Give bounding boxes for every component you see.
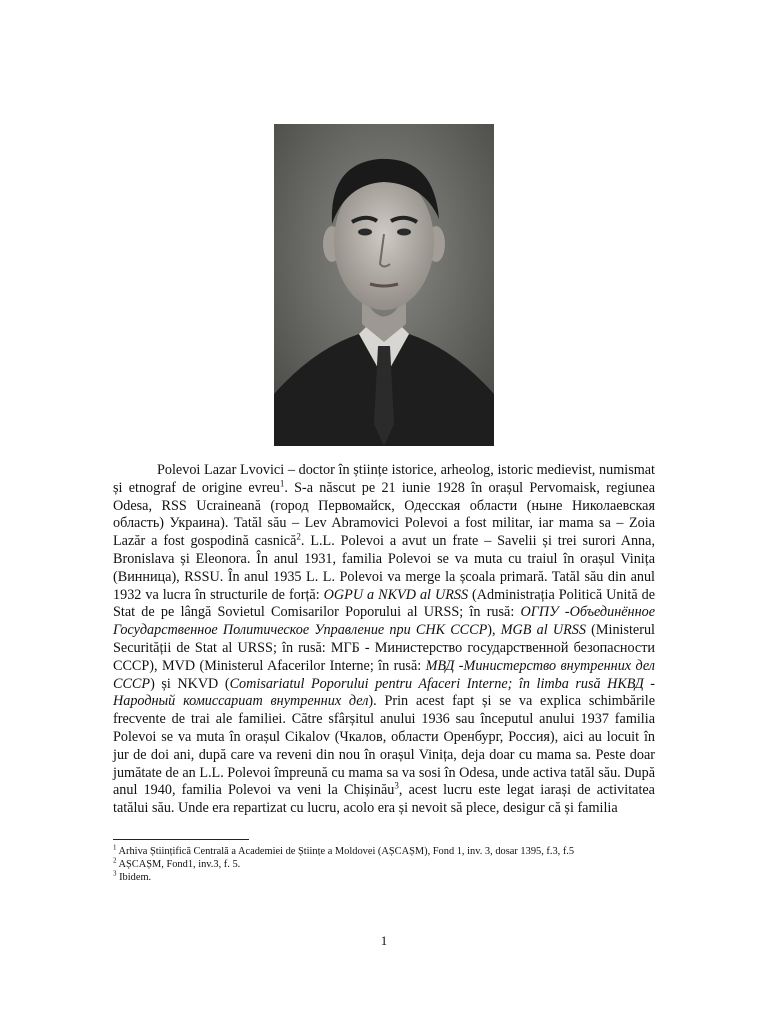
text-segment: Polevoi Lazar Lvovici – doctor în științe istorice, arheolog, istoric medievist, numismat și etnograf de origine evreu	[113, 462, 655, 496]
footnotes	[113, 845, 658, 884]
text-segment: . L.L. Polevoi a avut un frate – Savelii și trei surori Anna, Bronislava și Eleonora. În anul 1931, familia Polevoi se va muta cu traiul în orașul Vinița (Винница), RSSU. În anul 1935 L. L. Polevoi va merge la școala primară. Tatăl său din anul 1932 va lucra în structurile de forță:	[113, 533, 655, 603]
italic-segment: Comisariatul Poporului pentru Afaceri Interne; în limba rusă НКВД - Народный комиссариат внутренних дел	[113, 675, 655, 710]
footnote-number: 3	[113, 869, 117, 878]
footnote-text: Arhiva Științifică Centrală a Academiei de Științe a Moldovei (AȘCAȘM), Fond 1, inv. 3, dosar 1395, f.3, f.5	[116, 846, 575, 857]
text-segment: . S-a născut pe 21 iunie 1928 în orașul Pervomaisk, regiunea Odesa, RSS Ucraineană (город Первомайск, Одесская области (ныне Николаевская область) Украина). Tatăl său – Lev Abramovici Polevoi a fost militar, iar mama sa – Zoia Lazăr a fost gospodină casnică	[113, 479, 655, 550]
text-segment: (Administrația Politică Unită de Stat de pe lângă Sovietul Comisarilor Poporului al URSS; în rusă:	[113, 586, 656, 621]
italic-segment: МВД -Министерство внутренних дел СССР	[113, 657, 655, 692]
footnote-ref: 2	[296, 531, 301, 542]
italic-segment: MGB al URSS	[500, 622, 586, 639]
footnote-separator	[113, 839, 249, 840]
text-segment: ) și NKVD (	[150, 675, 230, 692]
footnote-text: AȘCAȘM, Fond1, inv.3, f. 5.	[116, 859, 241, 870]
footnote	[113, 845, 658, 858]
text-segment: ). Prin acest fapt și se va explica schimbările frecvente de trai ale familiei. Către sfârșitul anului 1936 sau începutul anului 1937 familia Polevoi se va muta în orașul Cikalov (Чкалов, области Оренбург, Россия), aici au locuit în jur de doi ani, după care va reveni din nou în orașul Vinița, deja doar cu mama sa. Peste doar jumătate de an L.L. Polevoi împreună cu mama sa va sosi în Odesa, unde activa tatăl său. După anul 1940, familia Polevoi va veni la Chișinău	[113, 693, 656, 799]
text-segment: , acest lucru este legat iarași de activitatea tatălui său. Unde era repartizat cu lucru, acolo era și nevoit să plece, desigur că și familia	[113, 782, 655, 817]
footnote	[113, 858, 658, 871]
footnote-ref: 1	[279, 478, 285, 489]
page-number: 1	[380, 933, 388, 948]
text-segment: ),	[487, 622, 501, 639]
italic-segment: OGPU a NKVD al URSS	[323, 586, 469, 603]
footnote-ref: 3	[394, 780, 399, 791]
footnote-text: Ibidem.	[116, 872, 152, 883]
portrait-photo	[274, 124, 494, 446]
text-segment: (Ministerul Securității de Stat al URSS; în rusă: МГБ - Министерство государственной безопасности СССР), MVD (Ministerul Afacerilor Interne; în rusă:	[113, 622, 655, 674]
main-paragraph	[113, 462, 655, 818]
italic-segment: ОГПУ -Объединённое Государственное Политическое Управление при СНК СССР	[113, 604, 655, 639]
footnote	[113, 871, 658, 884]
footnote-number: 2	[113, 856, 117, 865]
footnote-number: 1	[113, 843, 117, 852]
